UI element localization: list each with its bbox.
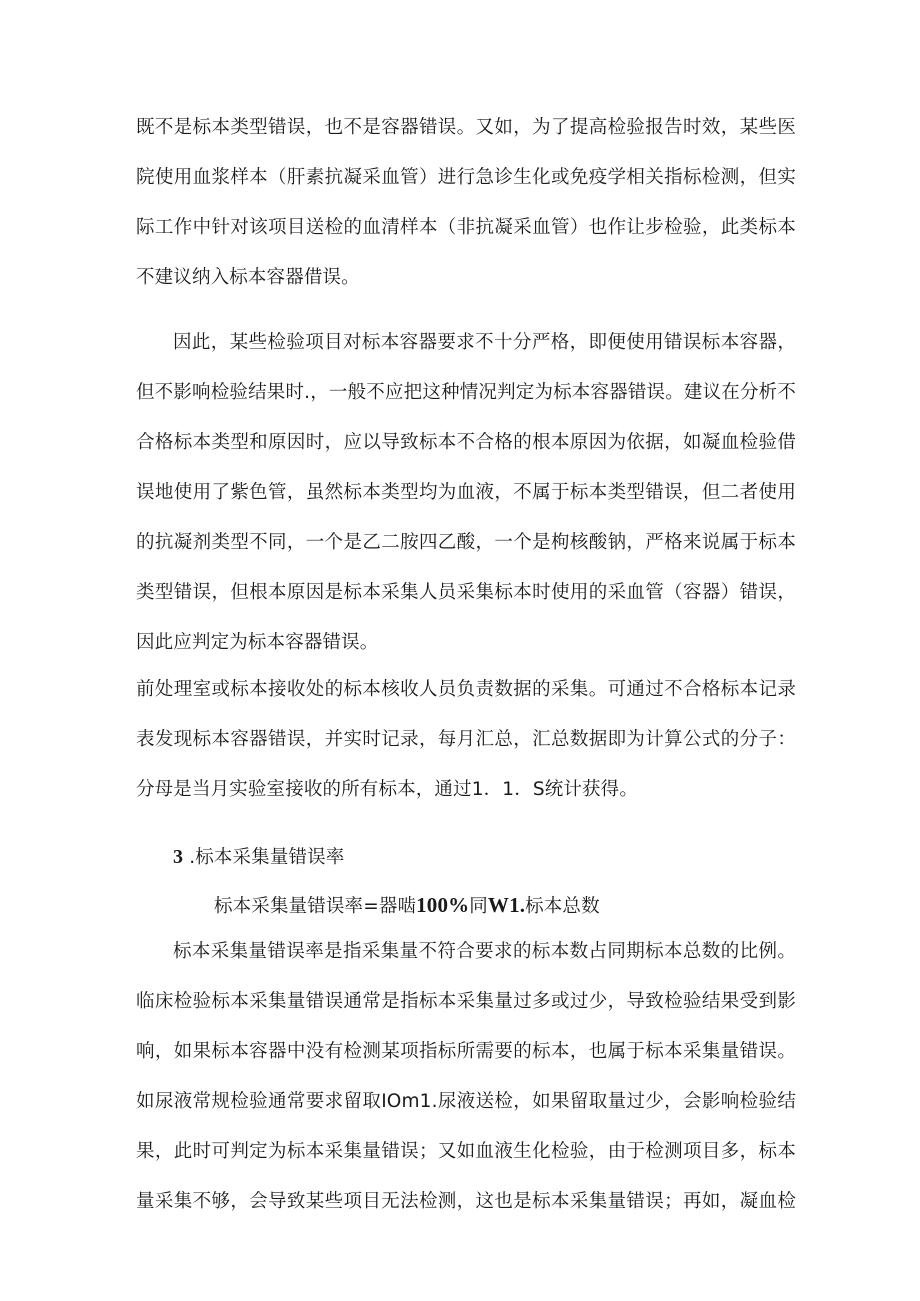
paragraph-line: 际工作中针对该项目送检的血清样本（非抗凝采血管）也作让步检验，此类标本	[136, 217, 796, 238]
section-number: 3	[173, 846, 184, 868]
paragraph-line: 误地使用了紫色管，虽然标本类型均为血液，不属于标本类型错误，但二者使用	[136, 482, 796, 503]
paragraph-line: 响，如果标本容器中没有检测某项指标所需要的标本，也属于标本采集量错误。	[136, 1041, 796, 1062]
paragraph-line: 如尿液常规检验通常要求留取IOm1.尿液送检，如果留取量过少，会影响检验结	[136, 1091, 796, 1112]
paragraph-line: 量采集不够，会导致某些项目无法检测，这也是标本采集量错误；再如，凝血检	[136, 1191, 796, 1212]
section-heading	[173, 845, 833, 870]
formula-bold-text: W1.	[487, 893, 526, 917]
formula	[214, 893, 874, 919]
paragraph-line: 不建议纳入标本容器借误。	[136, 267, 360, 288]
paragraph-line: 因此应判定为标本容器错误。	[136, 632, 379, 653]
paragraph-line: 类型错误，但根本原因是标本采集人员采集标本时使用的采血管（容器）错误，	[136, 582, 796, 603]
paragraph-line: 因此，某些检验项目对标本容器要求不十分严格，即便使用错误标本容器，	[173, 332, 796, 353]
paragraph-line: 表发现标本容器错误，并实时记录，每月汇总，汇总数据即为计算公式的分子：	[136, 729, 796, 750]
formula-percent: 100%	[416, 893, 470, 917]
formula-text: 同	[469, 896, 488, 917]
section-title: .标本采集量错误率	[189, 847, 345, 868]
paragraph-line: 临床检验标本采集量错误通常是指标本采集量过多或过少，导致检验结果受到影	[136, 991, 796, 1012]
paragraph-line: 院使用血浆样本（肝素抗凝采血管）进行急诊生化或免疫学相关指标检测，但实	[136, 167, 796, 188]
paragraph-line: 前处理室或标本接收处的标本核收人员负责数据的采集。可通过不合格标本记录	[136, 679, 796, 700]
paragraph-line: 既不是标本类型错误，也不是容器错误。又如，为了提高检验报告时效，某些医	[136, 117, 796, 138]
paragraph-line: 果，此时可判定为标本采集量错误；又如血液生化检验，由于检测项目多，标本	[136, 1141, 796, 1162]
paragraph-line: 标本采集量错误率是指采集量不符合要求的标本数占同期标本总数的比例。	[173, 941, 796, 962]
paragraph-line: 分母是当月实验室接收的所有标本，通过1．1．S统计获得。	[136, 779, 638, 800]
paragraph-line: 但不影响检验结果时.，一般不应把这种情况判定为标本容器错误。建议在分析不	[136, 382, 796, 403]
formula-text: 标本总数	[525, 896, 600, 917]
paragraph-line: 的抗凝剂类型不同，一个是乙二胺四乙酸，一个是枸核酸钠，严格来说属于标本	[136, 532, 796, 553]
formula-text: 标本采集量错误率=器啮	[214, 896, 417, 917]
paragraph-line: 合格标本类型和原因时，应以导致标本不合格的根本原因为依据，如凝血检验借	[136, 432, 796, 453]
